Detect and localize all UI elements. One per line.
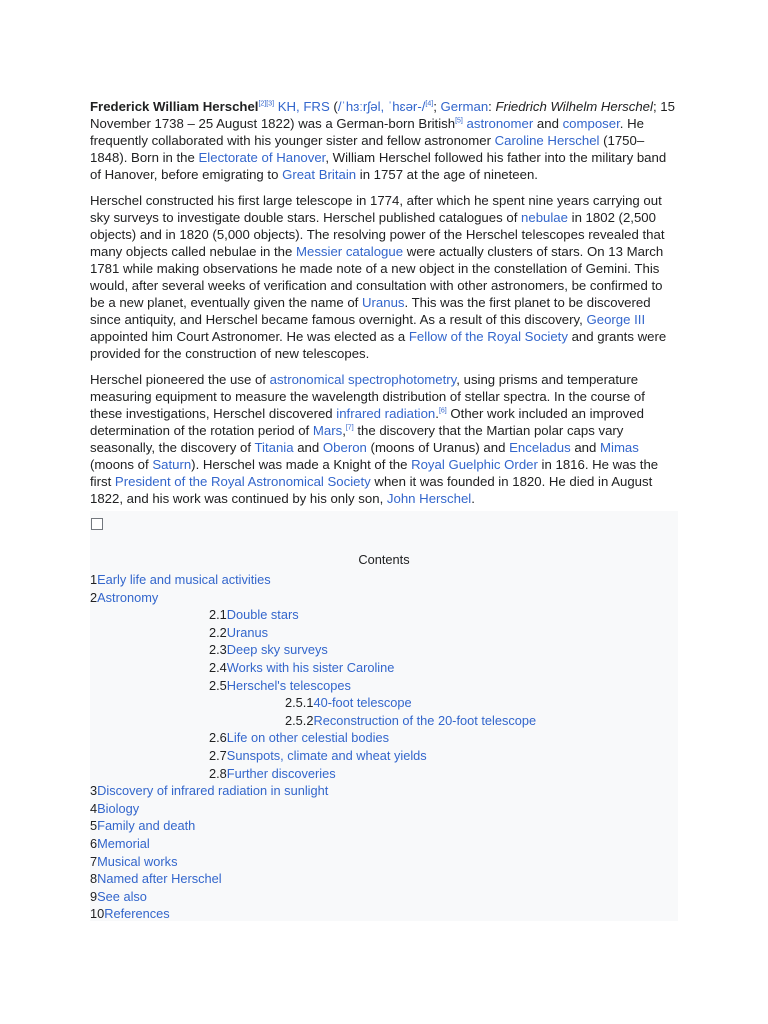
toc-number: 1 <box>90 572 98 587</box>
text: , William Herschel followed his father into the military band of Hanover, before emigrating to <box>90 150 667 182</box>
toc-number: 2.5.1 <box>285 695 314 711</box>
toc-link[interactable]: Double stars <box>226 607 299 623</box>
link-composer[interactable]: composer <box>562 116 620 131</box>
toc-number: 2.3 <box>209 642 227 658</box>
paragraph-discoveries <box>90 371 678 507</box>
link-nebulae[interactable]: nebulae <box>521 210 568 225</box>
toc-number: 6 <box>90 835 98 851</box>
text: and <box>570 440 601 455</box>
citation-6[interactable]: [6] <box>438 407 447 415</box>
toc-number: 8 <box>90 871 98 887</box>
text: Herschel pioneered the use of <box>90 372 270 387</box>
toc-number: 10 <box>90 906 105 922</box>
link-infrared-radiation[interactable]: infrared radiation <box>336 406 436 421</box>
toc-number: 2.4 <box>209 659 227 675</box>
toc-item[interactable] <box>90 870 536 888</box>
toc-link[interactable]: Discovery of infrared radiation in sunlight <box>97 783 329 799</box>
text: (moons of <box>90 457 153 472</box>
toc-number: 3 <box>90 783 98 799</box>
article-subject: Frederick William Herschel <box>90 99 259 114</box>
link-george-iii[interactable]: George III <box>586 312 646 327</box>
paragraph-telescopes <box>90 192 678 362</box>
toc-item[interactable] <box>90 624 536 642</box>
toc-link[interactable]: Memorial <box>97 835 150 851</box>
toc-number: 2.5.2 <box>285 712 314 728</box>
text: in 1816. He was the first <box>90 457 659 489</box>
toc-item[interactable] <box>90 817 536 835</box>
toc-item[interactable] <box>90 641 536 659</box>
toc-item[interactable] <box>90 677 536 695</box>
text: : <box>488 99 496 114</box>
toc-item[interactable] <box>90 905 536 923</box>
toc-link[interactable]: Works with his sister Caroline <box>226 659 395 675</box>
toc-number: 2.7 <box>209 747 227 763</box>
text: ; <box>433 99 437 114</box>
toc-item[interactable] <box>90 765 536 783</box>
toc-link[interactable]: Further discoveries <box>226 765 336 781</box>
toc-link[interactable]: Life on other celestial bodies <box>226 730 389 746</box>
toc-number: 2 <box>90 589 98 605</box>
text: , <box>342 423 346 438</box>
link-spectrophotometry[interactable]: astronomical spectrophotometry <box>269 372 457 387</box>
text: ( <box>329 99 338 114</box>
toc-link[interactable]: Named after Herschel <box>97 871 222 887</box>
link-titania[interactable]: Titania <box>254 440 294 455</box>
toc-link[interactable]: Herschel's telescopes <box>226 677 351 693</box>
toc-number: 2.8 <box>209 765 227 781</box>
toc-item[interactable] <box>90 659 536 677</box>
link-great-britain[interactable]: Great Britain <box>282 167 357 182</box>
toc-number: 2.5 <box>209 677 227 693</box>
table-of-contents <box>90 511 678 921</box>
text: . This was the first planet to be discovered since antiquity, and Herschel became famous overnight. As a result of this discovery, <box>90 295 651 327</box>
toc-number: 2.6 <box>209 730 227 746</box>
toc-item[interactable] <box>90 747 536 765</box>
text: the discovery that the Martian polar caps vary seasonally, the discovery of <box>90 423 624 455</box>
text: . <box>471 491 475 506</box>
text: . <box>435 406 439 421</box>
toc-link[interactable]: References <box>104 906 170 922</box>
toc-link[interactable]: 40-foot telescope <box>313 695 412 711</box>
toc-list <box>90 571 536 923</box>
text: (moons of Uranus) and <box>366 440 510 455</box>
text: when it was founded in 1820. He died in August 1822, and his work was continued by his only son, <box>90 474 653 506</box>
toc-number: 7 <box>90 853 98 869</box>
link-uranus[interactable]: Uranus <box>362 295 405 310</box>
citation-4[interactable]: [4] <box>425 100 434 108</box>
text: and <box>533 116 563 131</box>
toc-item[interactable] <box>90 853 536 871</box>
citation-7[interactable]: [7] <box>345 424 354 432</box>
text: Other work included an improved determination of the rotation period of <box>90 406 644 438</box>
citation-2-3[interactable]: [2][3] <box>258 100 275 108</box>
link-saturn[interactable]: Saturn <box>152 457 192 472</box>
text: appointed him Court Astronomer. He was elected as a <box>90 329 409 344</box>
toc-item[interactable] <box>90 800 536 818</box>
link-enceladus[interactable]: Enceladus <box>509 440 571 455</box>
text: in 1802 (2,500 objects) and in 1820 (5,000 objects). The resolving power of the Herschel telescopes revealed that many objects called nebulae in the <box>90 210 665 259</box>
toc-number: 9 <box>90 888 98 904</box>
text: in 1757 at the age of nineteen. <box>356 167 538 182</box>
link-fellow-royal-society[interactable]: Fellow of the Royal Society <box>408 329 568 344</box>
toc-item[interactable] <box>90 571 536 589</box>
toc-link[interactable]: Early life and musical activities <box>97 572 271 587</box>
text: ; 15 November 1738 – 25 August 1822) was a German-born British <box>90 99 675 131</box>
link-electorate-of-hanover[interactable]: Electorate of Hanover <box>198 150 326 165</box>
text: (1750–1848). Born in the <box>90 133 645 165</box>
toc-item[interactable] <box>90 782 536 800</box>
link-ipa[interactable]: /ˈhɜːrʃəl, ˈhɛər-/ <box>337 99 426 114</box>
text: . He frequently collaborated with his younger sister and fellow astronomer <box>90 116 644 148</box>
toc-number: 5 <box>90 818 98 834</box>
text: Herschel constructed his first large telescope in 1774, after which he spent nine years carrying out sky surveys to investigate double stars. Herschel published catalogues of <box>90 193 662 225</box>
toc-item[interactable] <box>90 589 536 607</box>
link-john-herschel[interactable]: John Herschel <box>386 491 472 506</box>
link-messier-catalogue[interactable]: Messier catalogue <box>296 244 404 259</box>
toc-link[interactable]: Sunspots, climate and wheat yields <box>226 747 427 763</box>
toc-title: Contents <box>358 552 410 567</box>
toc-link[interactable]: Astronomy <box>97 589 159 605</box>
toc-link[interactable]: Biology <box>97 800 140 816</box>
link-german[interactable]: German <box>440 99 489 114</box>
german-name: Friedrich Wilhelm Herschel <box>495 99 653 114</box>
toc-item[interactable] <box>90 606 536 624</box>
toc-item[interactable] <box>90 712 536 730</box>
toc-item[interactable] <box>90 729 536 747</box>
toc-toggle-checkbox[interactable] <box>91 518 103 530</box>
text: ). Herschel was made a Knight of the <box>191 457 412 472</box>
toc-link[interactable]: Deep sky surveys <box>226 642 328 658</box>
citation-5[interactable]: [5] <box>455 117 463 125</box>
link-caroline-herschel[interactable]: Caroline Herschel <box>494 133 600 148</box>
link-royal-guelphic-order[interactable]: Royal Guelphic Order <box>411 457 538 472</box>
toc-link[interactable]: Reconstruction of the 20-foot telescope <box>313 712 537 728</box>
toc-link[interactable]: See also <box>97 888 147 904</box>
article-body <box>90 98 678 516</box>
toc-number: 2.1 <box>209 607 227 623</box>
text: , using prisms and temperature measuring equipment to measure the wavelength distribution of stellar spectra. In the course of these investigations, Herschel discovered <box>90 372 645 421</box>
link-mars[interactable]: Mars <box>312 423 343 438</box>
link-mimas[interactable]: Mimas <box>600 440 639 455</box>
toc-link[interactable]: Musical works <box>97 853 178 869</box>
link-royal-astronomical-society[interactable]: President of the Royal Astronomical Society <box>114 474 371 489</box>
toc-item[interactable] <box>90 888 536 906</box>
link-oberon[interactable]: Oberon <box>322 440 367 455</box>
text: were actually clusters of stars. On 13 March 1781 while making observations he made note of a new object in the constellation of Gemini. This would, after several weeks of verification and consultation with other astronomers, be confirmed to be a new planet, eventually given the name of <box>90 244 664 310</box>
link-kh-frs[interactable]: KH, FRS <box>277 99 330 114</box>
link-astronomer[interactable]: astronomer <box>466 116 534 131</box>
toc-link[interactable]: Uranus <box>226 624 269 640</box>
toc-item[interactable] <box>90 835 536 853</box>
toc-number: 2.2 <box>209 624 227 640</box>
toc-item[interactable] <box>90 694 536 712</box>
text: and <box>293 440 323 455</box>
toc-link[interactable]: Family and death <box>97 818 196 834</box>
text: and grants were provided for the construction of new telescopes. <box>90 329 667 361</box>
toc-number: 4 <box>90 800 98 816</box>
intro-paragraph <box>90 98 678 183</box>
